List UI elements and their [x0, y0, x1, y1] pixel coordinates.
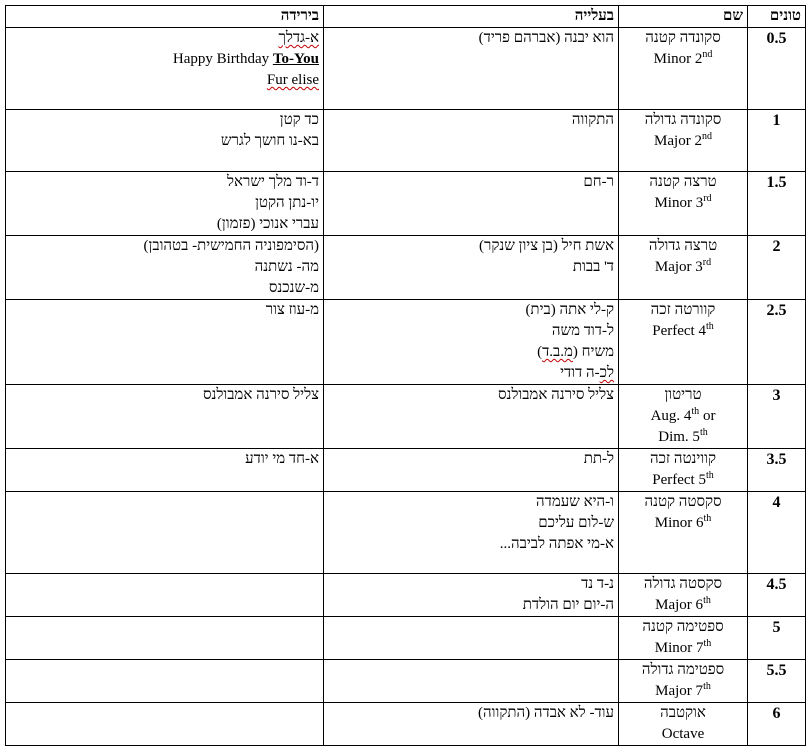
tones-cell: 1.5: [748, 172, 806, 236]
song-item: משיח (מ.ב.ד): [537, 344, 614, 360]
song-item: ל-תת: [583, 451, 614, 467]
ascending-cell: [324, 110, 619, 172]
intervals-document: [5, 5, 806, 746]
descending-cell: [6, 110, 324, 172]
song-item: ה-יום יום הולדת: [522, 597, 614, 613]
interval-name-english: Major 2nd: [654, 131, 712, 149]
ascending-cell: [324, 660, 619, 703]
descending-cell: [6, 28, 324, 110]
song-item: ל-דוד משה: [551, 323, 614, 339]
header-name: שם: [619, 6, 748, 28]
tones-cell: 2: [748, 236, 806, 300]
interval-name-cell: [619, 172, 748, 236]
descending-cell: [6, 574, 324, 617]
tones-cell: 5.5: [748, 660, 806, 703]
song-item: מ-שנכנס: [268, 280, 319, 296]
descending-cell: [6, 449, 324, 492]
song-item: אשת חיל (בן ציון שנקר): [479, 238, 614, 254]
interval-name-cell: [619, 300, 748, 385]
ascending-cell: [324, 300, 619, 385]
tones-cell: 1: [748, 110, 806, 172]
interval-name-cell: [619, 617, 748, 660]
interval-name-cell: [619, 703, 748, 746]
ascending-cell: [324, 172, 619, 236]
interval-name-hebrew: אוקטבה: [660, 705, 706, 721]
song-item: מה- נשתנה: [254, 259, 319, 275]
table-row: [6, 574, 806, 617]
tones-cell: 5: [748, 617, 806, 660]
ascending-cell: [324, 703, 619, 746]
ascending-cell: [324, 492, 619, 574]
descending-cell: [6, 385, 324, 449]
interval-name-hebrew: ספטימה קטנה: [642, 619, 724, 635]
tones-cell: 4: [748, 492, 806, 574]
interval-name-hebrew: סקונדה קטנה: [645, 30, 721, 46]
descending-cell: [6, 660, 324, 703]
descending-cell: [6, 236, 324, 300]
interval-name-cell: [619, 660, 748, 703]
song-item: ש-לום עליכם: [538, 515, 614, 531]
header-ascending: בעלייה: [324, 6, 619, 28]
descending-cell: [6, 172, 324, 236]
song-item: כד קטן: [279, 112, 319, 128]
table-row: [6, 28, 806, 110]
song-item: Fur elise: [266, 72, 319, 88]
song-item: עברי אנוכי (פזמון): [216, 216, 319, 232]
interval-name-english: Minor 6th: [654, 513, 712, 531]
interval-name-english: Perfect 5th: [652, 470, 714, 488]
interval-name-english: Minor 7th: [654, 638, 712, 656]
song-item: מ-עוז צור: [265, 302, 319, 318]
song-item: א-חד מי יודע: [245, 451, 319, 467]
interval-name-cell: [619, 28, 748, 110]
table-row: [6, 492, 806, 574]
interval-name-english: Octave: [661, 726, 705, 742]
song-item: נ-ד נד: [581, 576, 614, 592]
tones-cell: 2.5: [748, 300, 806, 385]
tones-cell: 0.5: [748, 28, 806, 110]
interval-name-english: Major 3rd: [654, 257, 712, 275]
descending-cell: [6, 617, 324, 660]
tones-cell: 4.5: [748, 574, 806, 617]
ascending-cell: [324, 385, 619, 449]
song-item: ר-חם: [583, 174, 614, 190]
interval-name-hebrew: סקונדה גדולה: [644, 112, 722, 128]
ascending-cell: [324, 28, 619, 110]
interval-name-hebrew: קווינטה זכה: [649, 451, 717, 467]
header-tones: טונים: [748, 6, 806, 28]
tones-cell: 3: [748, 385, 806, 449]
descending-cell: [6, 300, 324, 385]
table-row: [6, 449, 806, 492]
interval-name-cell: [619, 110, 748, 172]
descending-cell: [6, 703, 324, 746]
interval-name-hebrew: טרצה קטנה: [649, 174, 717, 190]
ascending-cell: [324, 449, 619, 492]
song-item: בא-נו חושך לגרש: [220, 133, 319, 149]
interval-name-english: Major 7th: [655, 681, 711, 699]
interval-name-english: Perfect 4th: [652, 321, 714, 339]
tones-cell: 6: [748, 703, 806, 746]
interval-name-cell: [619, 574, 748, 617]
ascending-cell: [324, 574, 619, 617]
header-descending: בירידה: [6, 6, 324, 28]
interval-name-hebrew: סקסטה גדולה: [643, 576, 723, 592]
song-item: הוא יבנה (אברהם פריד): [478, 30, 614, 46]
song-item: ד-וד מלך ישראל: [227, 174, 319, 190]
interval-name-hebrew: סקסטה קטנה: [644, 494, 722, 510]
song-item: עוד- לא אבדה (התקווה): [478, 705, 614, 721]
tones-cell: 3.5: [748, 449, 806, 492]
table-row: [6, 385, 806, 449]
song-item: Happy Birthday To-You: [172, 51, 319, 67]
interval-name-english: Dim. 5th: [658, 427, 708, 445]
interval-name-english: Major 6th: [655, 595, 711, 613]
interval-name-english: Minor 2nd: [653, 49, 713, 67]
interval-name-cell: [619, 236, 748, 300]
ascending-cell: [324, 617, 619, 660]
header-row: [6, 6, 806, 28]
table-row: [6, 110, 806, 172]
interval-name-hebrew: קוורטה זכה: [650, 302, 716, 318]
song-item: א-מי אפתה לביבה...: [499, 536, 614, 552]
interval-name-english: Minor 3rd: [654, 193, 712, 211]
song-item: א-גדלך: [278, 30, 319, 46]
table-row: [6, 660, 806, 703]
interval-name-hebrew: טריטון: [664, 387, 702, 403]
song-item: לכ-ה דודי: [560, 365, 614, 381]
table-row: [6, 236, 806, 300]
song-item: יו-נתן הקטן: [255, 195, 319, 211]
table-row: [6, 703, 806, 746]
song-item: צליל סירנה אמבולנס: [202, 387, 319, 403]
ascending-cell: [324, 236, 619, 300]
song-item: ק-לי אתה (בית): [525, 302, 614, 318]
table-row: [6, 300, 806, 385]
song-item: ו-היא שעמדה: [536, 494, 614, 510]
interval-name-hebrew: טרצה גדולה: [648, 238, 718, 254]
song-item: (הסימפוניה החמישית- בטהובן): [143, 238, 319, 254]
interval-name-english: Aug. 4th or: [650, 406, 716, 424]
interval-name-hebrew: ספטימה גדולה: [641, 662, 725, 678]
song-item: צליל סירנה אמבולנס: [497, 387, 614, 403]
song-item: התקווה: [571, 112, 614, 128]
intervals-table: [5, 5, 806, 746]
interval-name-cell: [619, 492, 748, 574]
descending-cell: [6, 492, 324, 574]
interval-name-cell: [619, 385, 748, 449]
table-row: [6, 617, 806, 660]
table-row: [6, 172, 806, 236]
song-item: ד' בבות: [572, 259, 614, 275]
interval-name-cell: [619, 449, 748, 492]
